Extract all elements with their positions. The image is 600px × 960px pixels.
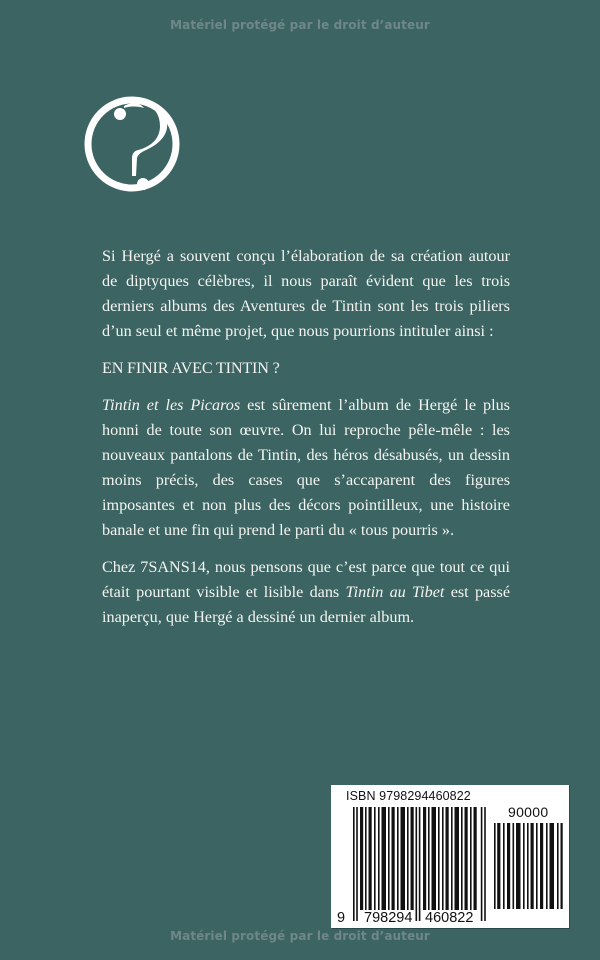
copyright-watermark-top: Matériel protégé par le droit d’auteur — [170, 18, 430, 32]
blurb-heading: EN FINIR AVEC TINTIN ? — [102, 359, 280, 377]
copyright-watermark-bottom: Matériel protégé par le droit d’auteur — [170, 929, 430, 943]
price-code-label: 90000 — [508, 804, 549, 820]
title-picaros: Tintin et les Picaros — [102, 396, 241, 414]
price-addon-bars — [494, 823, 563, 909]
paragraph-picaros — [102, 393, 510, 543]
question-mark-circle-icon — [80, 92, 184, 196]
paragraph-7sans14-start: Chez 7SANS14, nous pensons que c’est parce que tout ce qui était pourtant visible et lisible dans — [102, 558, 510, 601]
isbn-barcode — [331, 785, 569, 928]
back-cover-blurb — [102, 244, 510, 642]
ean13-bars — [353, 807, 486, 921]
barcode-digits-right: 460822 — [425, 910, 474, 926]
title-tibet: Tintin au Tibet — [345, 583, 445, 601]
isbn-label: ISBN 9798294460822 — [346, 789, 471, 803]
barcode-digits-left: 798294 — [364, 910, 413, 926]
paragraph-intro: Si Hergé a souvent conçu l’élaboration de sa création autour de diptyques célèbres, il nous paraît évident que les trois derniers albums des Aventures de Tintin sont les trois piliers d’un seul et même projet, que nous pourrions intituler ainsi : — [102, 247, 510, 340]
paragraph-7sans14 — [102, 555, 510, 630]
barcode-digit-first: 9 — [337, 910, 346, 926]
paragraph-picaros-text: est sûrement l’album de Hergé le plus honni de toute son œuvre. On lui reproche pêle-mêle : les nouveaux pantalons de Tintin, des héros désabusés, un dessin moins précis, des cases que s’accaparent des figures imposantes et non plus des décors pointilleux, une histoire banale et une fin qui prend le parti du « tous pourris ». — [102, 396, 510, 539]
paragraph-7sans14-end: est passé inaperçu, que Hergé a dessiné un dernier album. — [102, 583, 511, 626]
